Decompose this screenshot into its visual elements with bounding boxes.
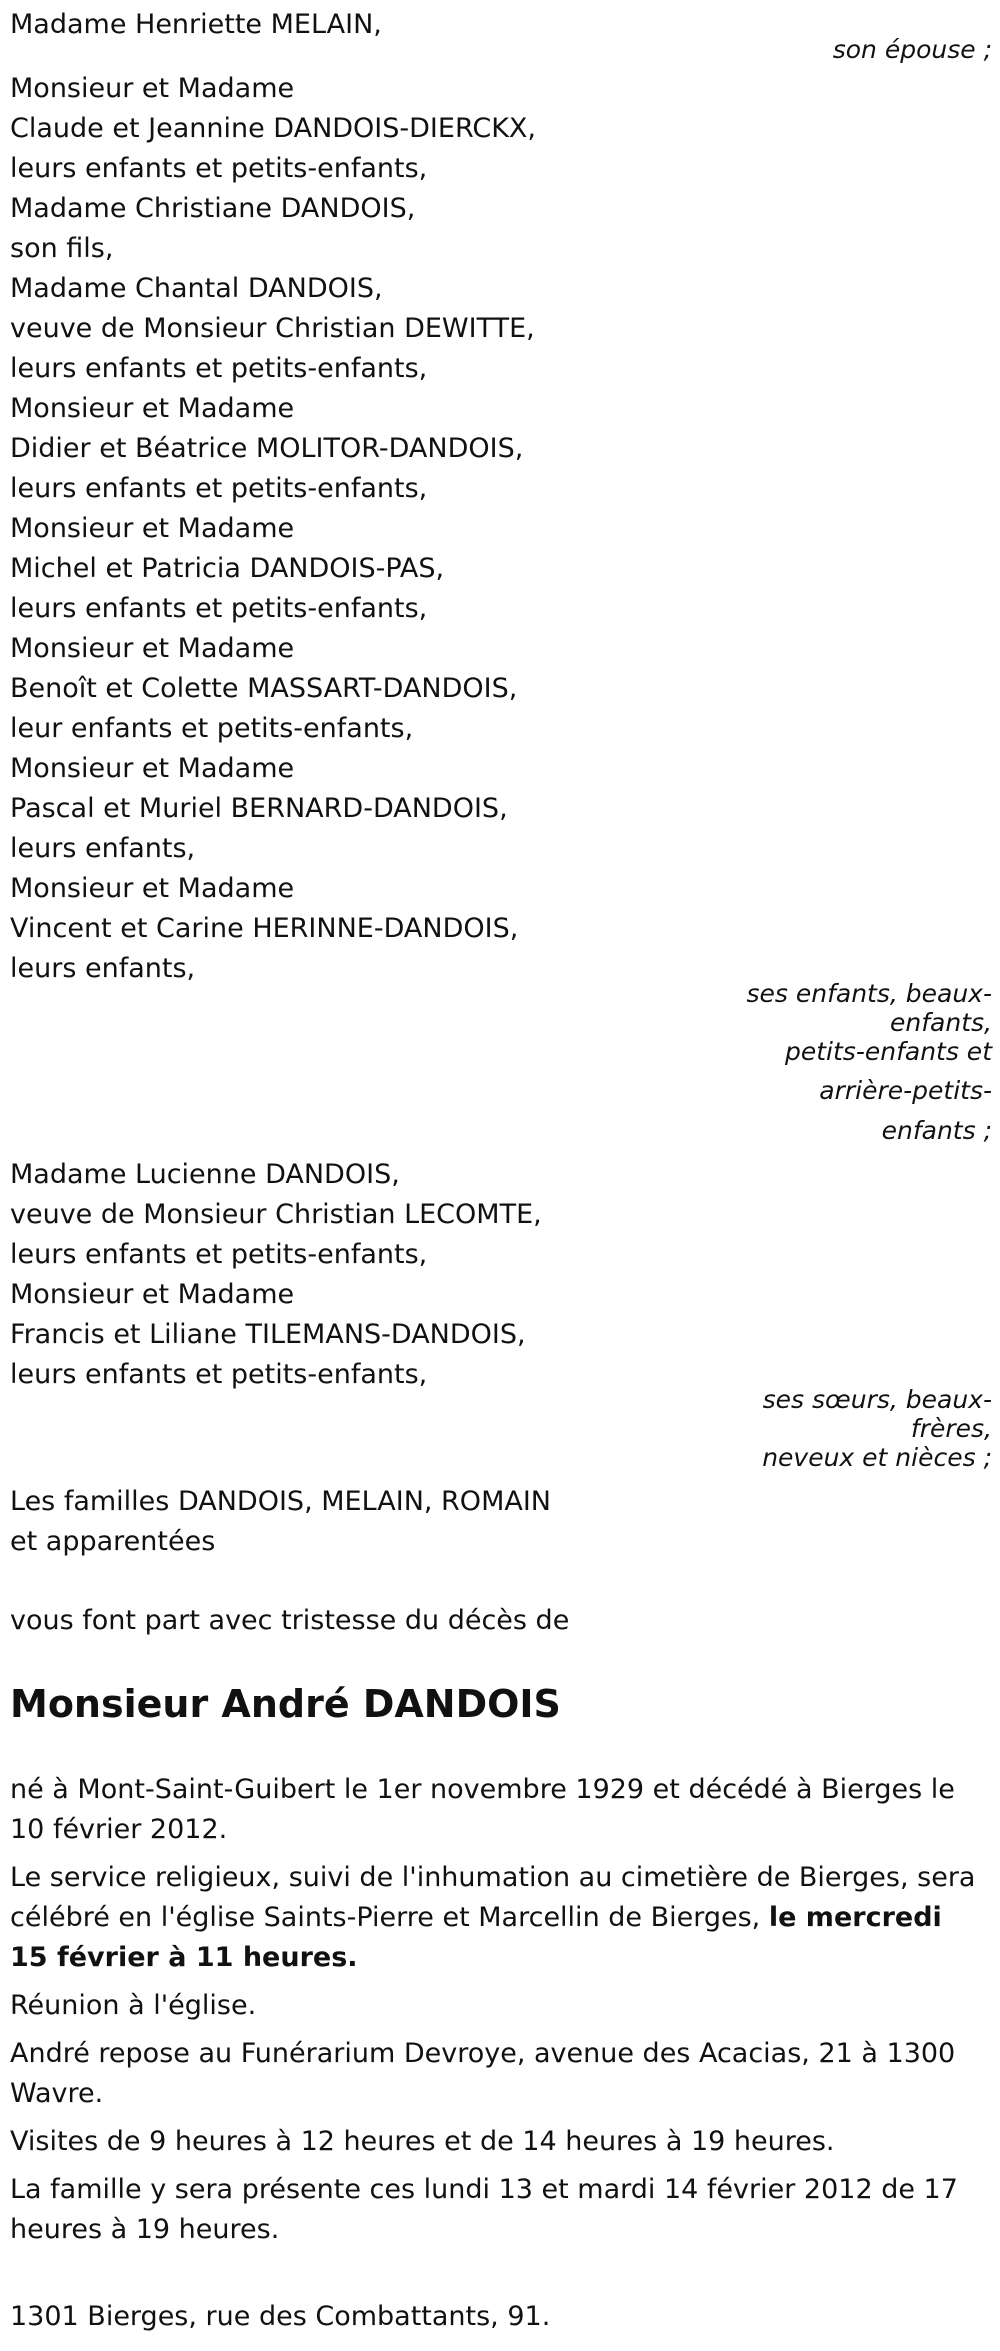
children-line: Claude et Jeannine DANDOIS-DIERCKX, <box>10 113 537 144</box>
children-role <box>732 975 992 1151</box>
children-line: Monsieur et Madame <box>10 513 295 544</box>
siblings-role-line: neveux et nièces ; <box>762 1443 992 1472</box>
children-line: Monsieur et Madame <box>10 73 295 104</box>
children-line: Pascal et Muriel BERNARD-DANDOIS, <box>10 793 508 824</box>
children-line: leur enfants et petits-enfants, <box>10 713 414 744</box>
service-date: le mercredi 15 février à 11 heures. <box>10 1902 942 1973</box>
children-role-line: enfants, <box>890 1008 992 1037</box>
spouse-name: Madame Henriette MELAIN, <box>10 9 382 40</box>
siblings-line: Francis et Liliane TILEMANS-DANDOIS, <box>10 1319 526 1350</box>
families-block <box>10 1482 990 1562</box>
service-text: Le service religieux, suivi de l'inhumation au cimetière de Bierges, sera célébré en l'église Saints-Pierre et Marcellin de Bierges, <box>10 1862 976 1933</box>
children-line: son fils, <box>10 233 114 264</box>
children-line: Madame Chantal DANDOIS, <box>10 273 383 304</box>
family-presence-text: La famille y sera présente ces lundi 13 et mardi 14 février 2012 de 17 heures à 19 heures. <box>10 2174 958 2245</box>
children-block <box>10 69 990 989</box>
families-line: et apparentées <box>10 1526 216 1557</box>
service-paragraph <box>10 1858 985 1978</box>
children-role-line: petits-enfants et <box>785 1037 992 1066</box>
families-line: Les familles DANDOIS, MELAIN, ROMAIN <box>10 1486 551 1517</box>
birth-death-text: né à Mont-Saint-Guibert le 1er novembre 1929 et décédé à Bierges le 10 février 2012. <box>10 1774 955 1845</box>
siblings-role-line: ses sœurs, beaux- <box>762 1385 992 1414</box>
siblings-line: Madame Lucienne DANDOIS, <box>10 1159 400 1190</box>
visits-text: Visites de 9 heures à 12 heures et de 14 heures à 19 heures. <box>10 2126 835 2157</box>
children-line: leurs enfants, <box>10 833 196 864</box>
children-line: Monsieur et Madame <box>10 633 295 664</box>
children-line: leurs enfants et petits-enfants, <box>10 593 428 624</box>
children-role-line: ses enfants, beaux- <box>746 979 992 1008</box>
children-line: leurs enfants et petits-enfants, <box>10 473 428 504</box>
children-line: leurs enfants et petits-enfants, <box>10 153 428 184</box>
spouse-role <box>692 30 992 70</box>
children-line: Monsieur et Madame <box>10 393 295 424</box>
announcement-text: vous font part avec tristesse du décès de <box>10 1605 570 1636</box>
siblings-block <box>10 1155 990 1395</box>
address-block <box>10 2297 990 2337</box>
children-line: leurs enfants, <box>10 953 196 984</box>
siblings-role-line: frères, <box>910 1414 992 1443</box>
siblings-line: leurs enfants et petits-enfants, <box>10 1239 428 1270</box>
children-line: Monsieur et Madame <box>10 873 295 904</box>
children-role-line: enfants ; <box>881 1116 992 1145</box>
children-line: Benoît et Colette MASSART-DANDOIS, <box>10 673 518 704</box>
deceased-name: Monsieur André DANDOIS <box>10 1682 561 1726</box>
announcement-block <box>10 1601 990 1641</box>
children-line: Vincent et Carine HERINNE-DANDOIS, <box>10 913 519 944</box>
children-role-line: arrière-petits- <box>819 1076 992 1105</box>
spouse-role-text: son épouse ; <box>832 35 992 64</box>
address-text: 1301 Bierges, rue des Combattants, 91. <box>10 2301 551 2332</box>
siblings-line: Monsieur et Madame <box>10 1279 295 1310</box>
children-line: Madame Christiane DANDOIS, <box>10 193 416 224</box>
meeting-text: Réunion à l'église. <box>10 1990 257 2021</box>
siblings-role <box>732 1381 992 1477</box>
children-line: Didier et Béatrice MOLITOR-DANDOIS, <box>10 433 524 464</box>
children-line: Michel et Patricia DANDOIS-PAS, <box>10 553 445 584</box>
siblings-line: leurs enfants et petits-enfants, <box>10 1359 428 1390</box>
children-line: Monsieur et Madame <box>10 753 295 784</box>
children-line: veuve de Monsieur Christian DEWITTE, <box>10 313 535 344</box>
children-line: leurs enfants et petits-enfants, <box>10 353 428 384</box>
siblings-line: veuve de Monsieur Christian LECOMTE, <box>10 1199 542 1230</box>
funeral-home-text: André repose au Funérarium Devroye, avenue des Acacias, 21 à 1300 Wavre. <box>10 2038 956 2109</box>
details-block <box>10 1770 985 2250</box>
